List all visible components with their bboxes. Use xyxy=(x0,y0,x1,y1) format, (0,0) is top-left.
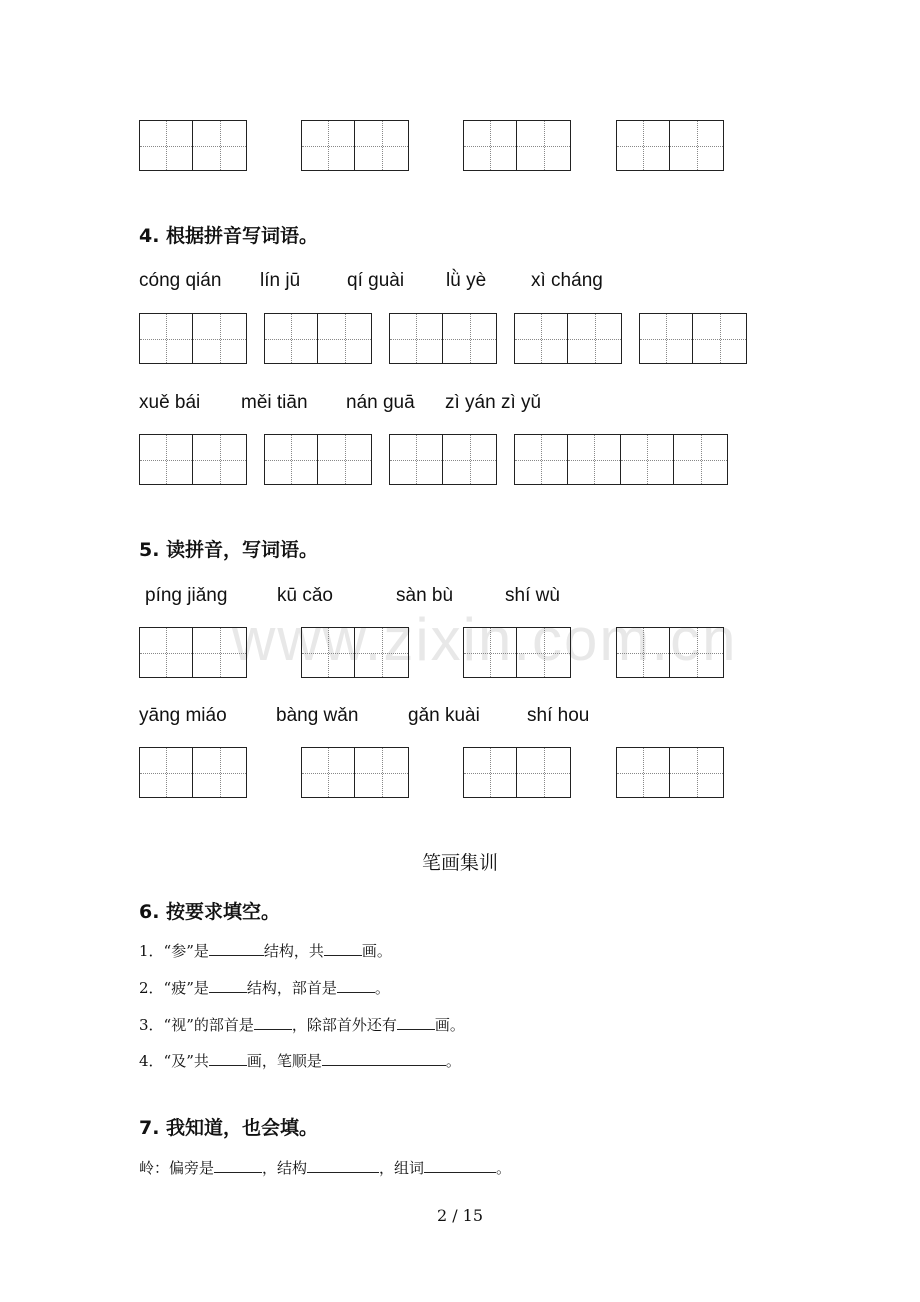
writing-box[interactable] xyxy=(463,120,571,171)
pinyin-label: zì yán zì yǔ xyxy=(445,392,542,413)
writing-box[interactable] xyxy=(139,313,247,364)
writing-box[interactable] xyxy=(139,434,247,485)
writing-box[interactable] xyxy=(389,434,497,485)
section-6-title: 6. 按要求填空。 xyxy=(139,901,281,923)
pinyin-label: lǜ yè xyxy=(446,270,487,291)
writing-box[interactable] xyxy=(139,120,247,171)
pinyin-label: shí hou xyxy=(527,705,590,726)
writing-box[interactable] xyxy=(616,120,724,171)
fill-item: 岭：偏旁是 ，结构 ，组词 。 xyxy=(139,1159,512,1177)
writing-box[interactable] xyxy=(514,434,728,485)
writing-box[interactable] xyxy=(463,627,571,678)
pinyin-label: bàng wǎn xyxy=(276,705,359,726)
pinyin-label: gǎn kuài xyxy=(408,705,480,726)
fill-item: 1．“参”是 结构，共 画。 xyxy=(139,942,392,960)
pinyin-label: kū cǎo xyxy=(277,585,333,606)
answer-blank[interactable] xyxy=(209,941,264,956)
pinyin-label: xì cháng xyxy=(531,270,603,291)
writing-box[interactable] xyxy=(616,747,724,798)
section-7-title: 7. 我知道，也会填。 xyxy=(139,1117,319,1139)
writing-box[interactable] xyxy=(514,313,622,364)
page-number: 2 / 15 xyxy=(436,1206,484,1225)
watermark: www.zixin.com.cn xyxy=(232,606,738,673)
strokes-title: 笔画集训 xyxy=(421,852,498,874)
answer-blank[interactable] xyxy=(324,941,362,956)
writing-box[interactable] xyxy=(301,627,409,678)
pinyin-label: sàn bù xyxy=(396,585,454,606)
pinyin-label: shí wù xyxy=(505,585,560,606)
writing-box[interactable] xyxy=(139,627,247,678)
answer-blank[interactable] xyxy=(209,978,247,993)
answer-blank[interactable] xyxy=(397,1015,435,1030)
pinyin-label: qí guài xyxy=(347,270,405,291)
pinyin-label: měi tiān xyxy=(241,392,308,413)
writing-box[interactable] xyxy=(264,434,372,485)
writing-box[interactable] xyxy=(139,747,247,798)
answer-blank[interactable] xyxy=(214,1158,262,1173)
writing-box[interactable] xyxy=(301,120,409,171)
answer-blank[interactable] xyxy=(254,1015,292,1030)
fill-item: 2．“疲”是 结构，部首是 。 xyxy=(139,979,390,997)
pinyin-label: cóng qián xyxy=(139,270,222,291)
pinyin-label: yāng miáo xyxy=(139,705,227,726)
fill-item: 4．“及”共 画，笔顺是 。 xyxy=(139,1052,461,1070)
writing-box[interactable] xyxy=(639,313,747,364)
pinyin-label: xuě bái xyxy=(139,392,201,413)
writing-box[interactable] xyxy=(616,627,724,678)
writing-box[interactable] xyxy=(389,313,497,364)
answer-blank[interactable] xyxy=(307,1158,379,1173)
pinyin-label: píng jiǎng xyxy=(145,585,228,606)
answer-blank[interactable] xyxy=(209,1051,247,1066)
writing-box[interactable] xyxy=(264,313,372,364)
section-5-title: 5. 读拼音，写词语。 xyxy=(139,539,319,561)
pinyin-label: lín jū xyxy=(260,270,301,291)
fill-item: 3．“视”的部首是 ，除部首外还有 画。 xyxy=(139,1016,465,1034)
writing-box[interactable] xyxy=(301,747,409,798)
writing-box[interactable] xyxy=(463,747,571,798)
pinyin-label: nán guā xyxy=(346,392,415,413)
section-4-title: 4. 根据拼音写词语。 xyxy=(139,225,319,247)
answer-blank[interactable] xyxy=(424,1158,496,1173)
answer-blank[interactable] xyxy=(337,978,375,993)
answer-blank[interactable] xyxy=(322,1051,446,1066)
